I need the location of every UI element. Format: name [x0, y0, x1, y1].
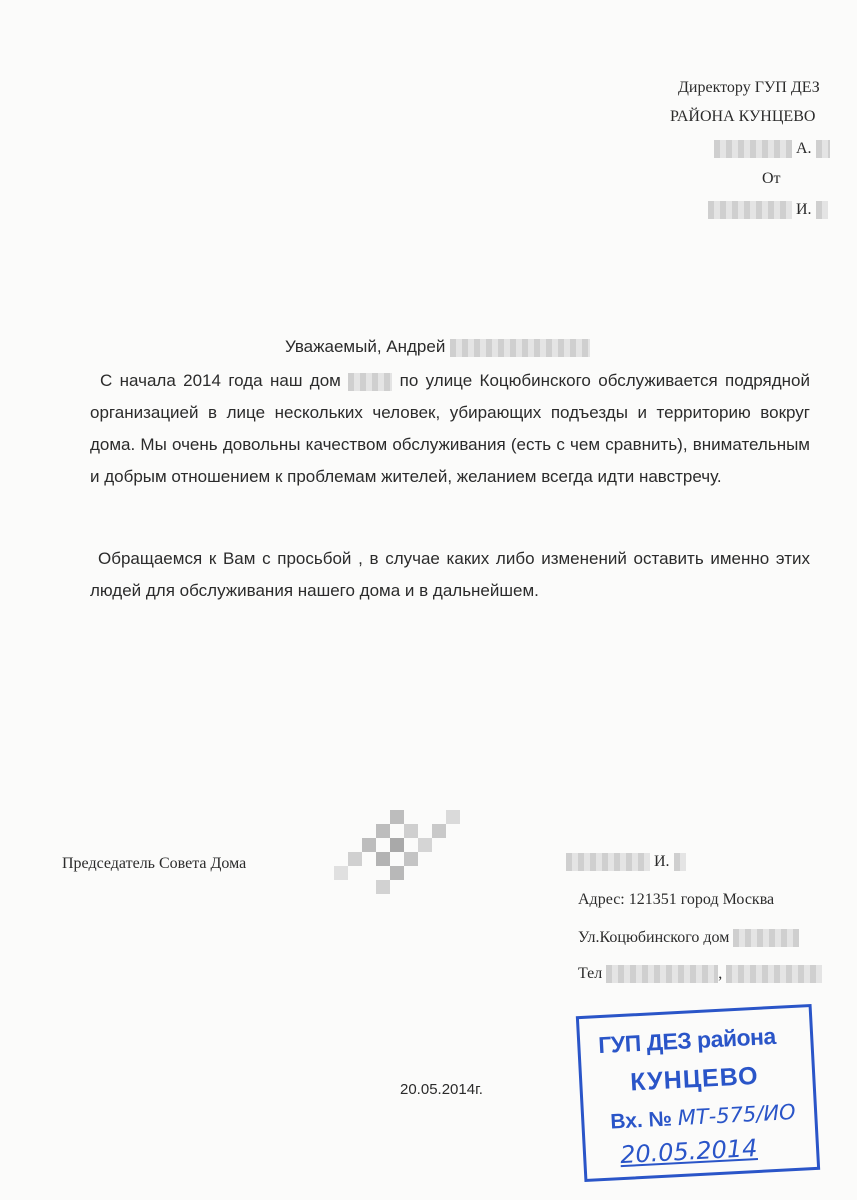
phone-label: Тел: [578, 965, 603, 982]
redacted-name: [714, 140, 792, 158]
street-text: Ул.Коцюбинского дом: [578, 929, 730, 946]
paragraph-1-rest: по улице Коцюбинского обслуживается подрядной организацией в лице нескольких человек, убирающих подъезды и территорию вокруг дома. Мы очень довольны качеством обслуживания (есть с чем сравнить), внимательным и добрым отношением к проблемам жителей, желанием всегда идти навстречу.: [90, 371, 810, 486]
body-paragraph-2: Обращаемся к Вам с просьбой , в случае каких либо изменений оставить именно этих людей для обслуживания нашего дома и в дальнейшем.: [90, 549, 810, 600]
letter-date: 20.05.2014г.: [400, 1081, 483, 1098]
incoming-stamp: [576, 1004, 820, 1182]
redacted-house-number: [348, 373, 392, 391]
redacted-initial: [816, 140, 830, 158]
paragraph-1-start: С начала 2014 года наш дом: [100, 371, 341, 390]
redacted-phone-1: [606, 965, 718, 983]
redacted-house: [733, 929, 799, 947]
addressee-line3: [714, 140, 830, 158]
redacted-initial: [674, 853, 686, 871]
signer-street: [578, 929, 799, 947]
stamp-incoming-number: [610, 1100, 796, 1135]
phone-separator: ,: [718, 965, 723, 982]
redacted-phone-2: [726, 965, 822, 983]
handwritten-signature: [330, 800, 470, 910]
redacted-name: [708, 201, 792, 219]
redacted-initial: [816, 201, 828, 219]
salutation: [285, 337, 590, 357]
salutation-text: Уважаемый, Андрей: [285, 337, 446, 356]
redacted-name: [566, 853, 650, 871]
signer-address: Адрес: 121351 город Москва: [578, 891, 775, 908]
signer-phone: [578, 965, 822, 983]
addressee-line1: Директору ГУП ДЕЗ: [678, 79, 820, 96]
addressee-line5: [708, 201, 828, 219]
body-paragraph-1: [90, 365, 810, 493]
redacted-surname: [450, 339, 590, 357]
chairman-title: Председатель Совета Дома: [62, 855, 247, 872]
addressee-line2: РАЙОНА КУНЦЕВО: [670, 108, 816, 125]
addressee-initial: А.: [796, 140, 812, 157]
signer-initial: И.: [654, 853, 670, 870]
stamp-date: 20.05.2014: [619, 1133, 759, 1170]
signer-name: [566, 853, 686, 871]
addressee-from: От: [762, 170, 781, 187]
sender-initial: И.: [796, 201, 812, 218]
stamp-organization: ГУП ДЕЗ района: [597, 1022, 777, 1059]
stamp-district: КУНЦЕВО: [629, 1061, 760, 1097]
stamp-number-label: Вх. №: [609, 1107, 673, 1134]
stamp-number-value: МТ-575/ИО: [677, 1099, 797, 1131]
